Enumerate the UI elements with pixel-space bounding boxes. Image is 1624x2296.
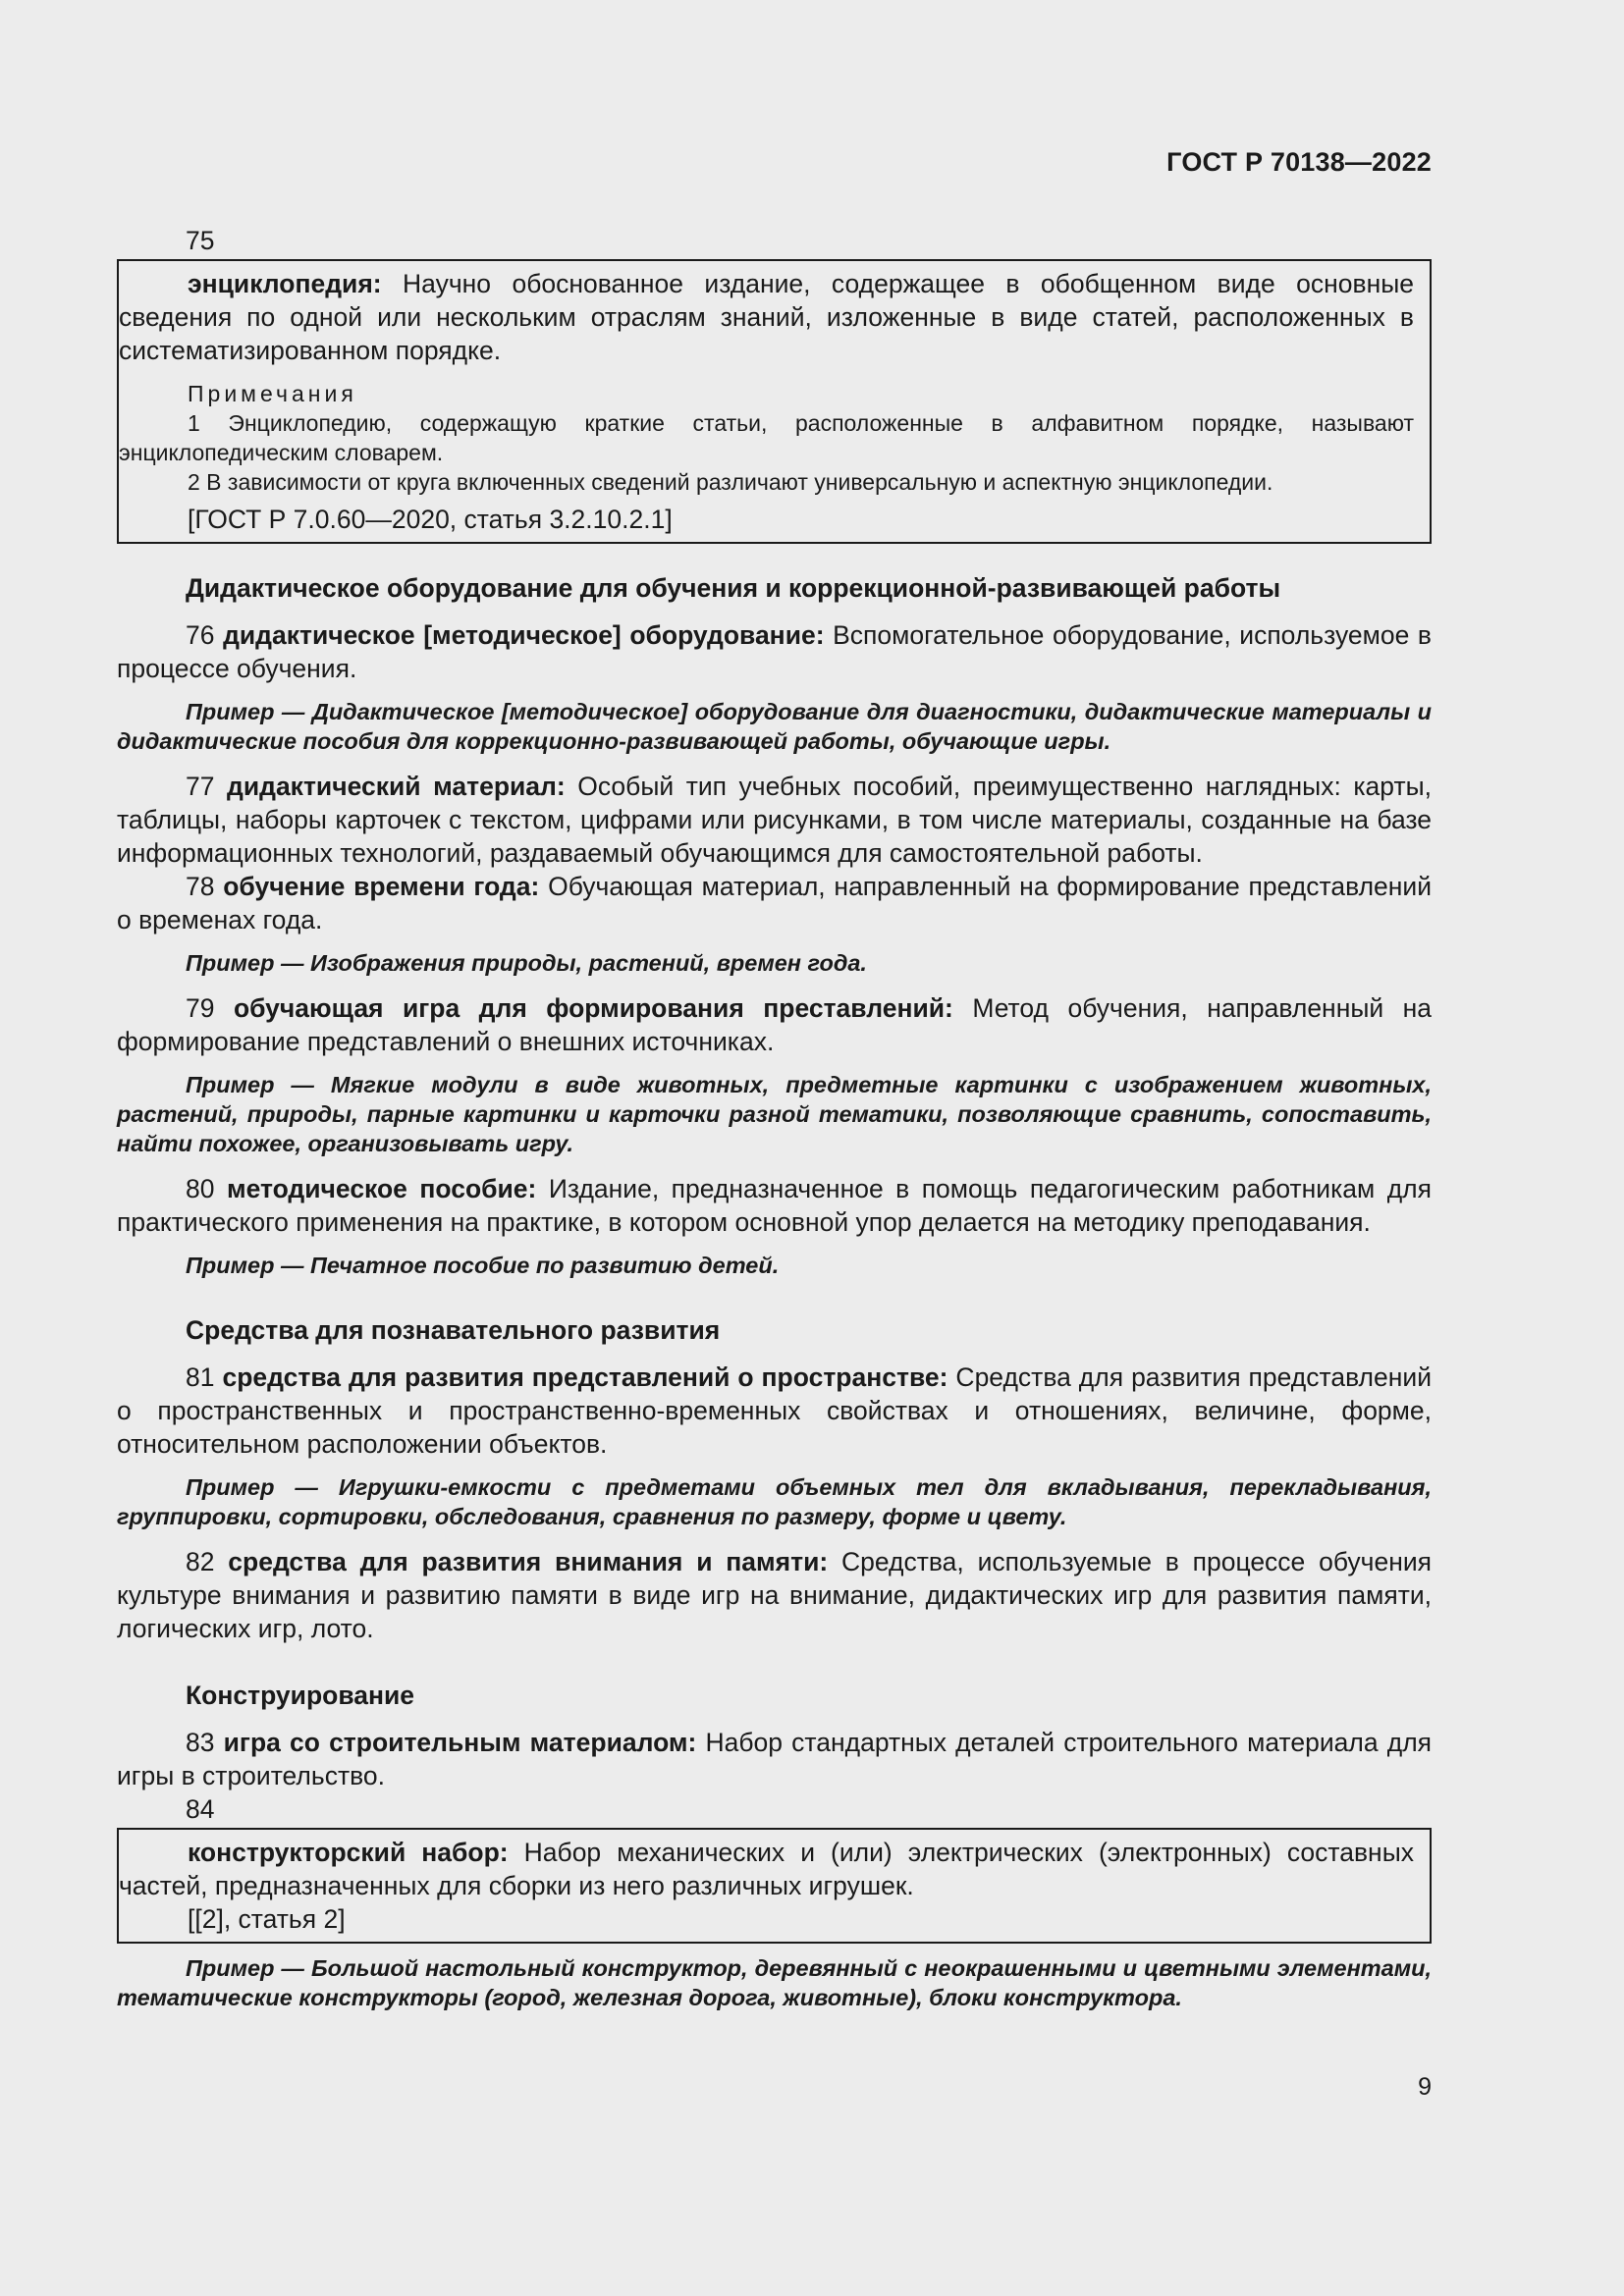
example: Пример — Дидактическое [методическое] оборудование для диагностики, дидактические материалы и дидактические пособия для коррекционно-развивающей работы, обучающие игры.	[117, 699, 1432, 754]
section-title: Конструирование	[186, 1681, 415, 1710]
term-name: конструкторский набор:	[188, 1838, 509, 1867]
term-box-75	[117, 259, 1432, 544]
source-reference: [[2], статья 2]	[188, 1904, 346, 1934]
term-name: дидактический материал:	[227, 772, 566, 801]
term-definition: Средства, используемые в процессе обучения культуре внимания и развитию памяти в виде игр на внимание, дидактических игр для развития памяти, логических игр, лото.	[117, 1547, 1433, 1643]
example: Пример — Изображения природы, растений, времен года.	[186, 950, 867, 976]
term-entry: 82 средства для развития внимания и памяти: Средства, используемые в процессе обучения культуре внимания и развитию памяти в виде игр на внимание, дидактических игр для развития памяти, логических игр, лото.	[117, 1547, 1433, 1643]
term-entry	[119, 267, 1414, 367]
term-definition: Вспомогательное оборудование, используемое в процессе обучения.	[117, 620, 1432, 683]
page-number: 9	[1418, 2073, 1432, 2101]
term-name: обучение времени года:	[223, 872, 540, 901]
example: Пример — Печатное пособие по развитию детей.	[186, 1253, 780, 1278]
term-definition: Набор стандартных деталей строительного материала для игры в строительство.	[117, 1728, 1433, 1790]
term-entry: 83 игра со строительным материалом: Набор стандартных деталей строительного материала для игры в строительство.	[117, 1728, 1433, 1790]
term-definition: Издание, предназначенное в помощь педагогическим работникам для практического применения на практике, в котором основной упор делается на методику преподавания.	[117, 1174, 1432, 1237]
term-definition: Научно обоснованное издание, содержащее в обобщенном виде основные сведения по одной или нескольким отраслям знаний, изложенные в виде статей, расположенных в систематизированном порядке.	[119, 269, 1414, 365]
term-name: энциклопедия:	[188, 269, 382, 298]
term-entry: 81 средства для развития представлений о пространстве: Средства для развития представлений о пространственных и пространственно-временных свойствах и отношениях, величине, форме, относительном расположении объектов.	[117, 1362, 1432, 1459]
document-code: ГОСТ Р 70138—2022	[1166, 147, 1432, 177]
term-definition: Обучающая материал, направленный на формирование представлений о временах года.	[117, 872, 1433, 934]
section-title: Средства для познавательного развития	[186, 1315, 721, 1345]
term-entry: 80 методическое пособие: Издание, предназначенное в помощь педагогическим работникам для практического применения на практике, в котором основной упор делается на методику преподавания.	[117, 1174, 1432, 1237]
term-name: средства для развития внимания и памяти:	[228, 1547, 829, 1576]
term-number: 75	[186, 226, 215, 255]
term-definition: Средства для развития представлений о пространственных и пространственно-временных свойствах и отношениях, величине, форме, относительном расположении объектов.	[117, 1362, 1432, 1459]
term-entry	[119, 1836, 1414, 1902]
example: Пример — Большой настольный конструктор, деревянный с неокрашенными и цветными элементами, тематические конструкторы (город, железная дорога, животные), блоки конструктора.	[117, 1955, 1432, 2010]
term-entry: 76 дидактическое [методическое] оборудование: Вспомогательное оборудование, используемое в процессе обучения.	[117, 620, 1432, 683]
term-name: обучающая игра для формирования преставлений:	[233, 993, 953, 1023]
section-title: Дидактическое оборудование для обучения и коррекционной-развивающей работы	[186, 573, 1281, 603]
content	[117, 224, 1432, 2012]
term-number: 84	[186, 1794, 215, 1824]
term-name: игра со строительным материалом:	[223, 1728, 697, 1757]
term-box-84	[117, 1828, 1432, 1944]
term-entry: 79 обучающая игра для формирования преставлений: Метод обучения, направленный на формирование представлений о внешних источниках.	[117, 993, 1432, 1056]
example: Пример — Игрушки-емкости с предметами объемных тел для вкладывания, перекладывания, группировки, сортировки, обследования, сравнения по размеру, форме и цвету.	[117, 1474, 1432, 1529]
term-definition: Метод обучения, направленный на формирование представлений о внешних источниках.	[117, 993, 1432, 1056]
notes-heading: Примечания	[188, 381, 357, 406]
source-reference: [ГОСТ Р 7.0.60—2020, статья 3.2.10.2.1]	[188, 505, 673, 534]
term-entry: 77 дидактический материал: Особый тип учебных пособий, преимущественно наглядных: карты, таблицы, наборы карточек с текстом, цифрами или рисунками, в том числе материалы, созданные на базе информационных технологий, раздаваемый обучающимся для самостоятельной работы.	[117, 772, 1432, 868]
term-definition: Набор механических и (или) электрических (электронных) составных частей, предназначенных для сборки из него различных игрушек.	[119, 1838, 1414, 1900]
term-definition: Особый тип учебных пособий, преимущественно наглядных: карты, таблицы, наборы карточек с текстом, цифрами или рисунками, в том числе материалы, созданные на базе информационных технологий, раздаваемый обучающимся для самостоятельной работы.	[117, 772, 1432, 868]
term-name: средства для развития представлений о пространстве:	[222, 1362, 948, 1392]
note: 1 Энциклопедию, содержащую краткие статьи, расположенные в алфавитном порядке, называют энциклопедическим словарем.	[119, 410, 1414, 465]
term-entry: 78 обучение времени года: Обучающая материал, направленный на формирование представлений о временах года.	[117, 872, 1433, 934]
example: Пример — Мягкие модули в виде животных, предметные картинки с изображением животных, растений, природы, парные картинки и карточки разной тематики, позволяющие сравнить, сопоставить, найти похожее, организовывать игру.	[117, 1072, 1432, 1156]
term-name: методическое пособие:	[226, 1174, 537, 1203]
note: 2 В зависимости от круга включенных сведений различают универсальную и аспектную энциклопедии.	[188, 469, 1273, 495]
term-name: дидактическое [методическое] оборудование:	[223, 620, 825, 650]
